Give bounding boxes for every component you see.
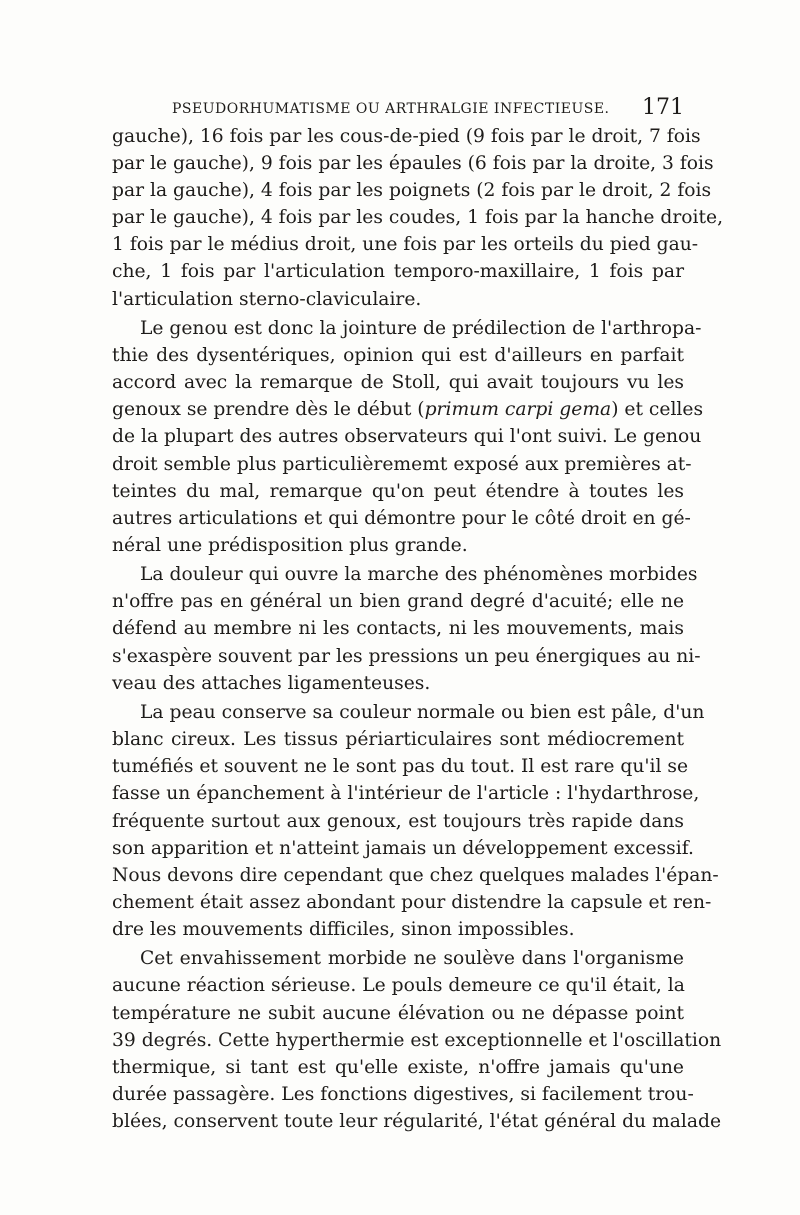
text-line: veau des attaches ligamenteuses. [112,672,431,694]
text-line: chement était assez abondant pour distendre la capsule et ren- [112,891,712,913]
text-line: droit semble plus particulièrememt exposé aux premières at- [112,453,692,475]
body-text [112,123,724,1135]
text-line-with-citation [112,396,704,423]
text-line: par le gauche), 9 fois par les épaules (6 fois par la droite, 3 fois [112,153,714,175]
text-line: Le genou est donc la jointure de prédilection de l'arthropa- [140,318,702,340]
text-segment: ) et celles [611,399,704,421]
text-line: accord avec la remarque de Stoll, qui avait toujours vu les [112,372,684,394]
text-line: défend au membre ni les contacts, ni les mouvements, mais [112,618,684,640]
latin-citation: primum carpi gema [424,399,612,421]
text-line: son apparition et n'atteint jamais un développement excessif. [112,837,694,859]
text-line: dre les mouvements difficiles, sinon impossibles. [112,918,575,940]
text-line: fasse un épanchement à l'intérieur de l'article : l'hydarthrose, [112,783,700,805]
running-title: PSEUDORHUMATISME OU ARTHRALGIE INFECTIEUSE. [172,101,610,117]
text-line: néral une prédisposition plus grande. [112,534,468,556]
text-line: température ne subit aucune élévation ou ne dépasse point [112,1002,684,1024]
text-line: blanc cireux. Les tissus périarticulaires sont médiocrement [112,729,684,751]
text-line: par le gauche), 4 fois par les coudes, 1 fois par la hanche droite, [112,207,724,229]
text-line: teintes du mal, remarque qu'on peut étendre à toutes les [112,480,684,502]
text-line: La peau conserve sa couleur normale ou bien est pâle, d'un [140,702,705,724]
text-line: durée passagère. Les fonctions digestives, si facilement trou- [112,1083,694,1105]
text-line: 1 fois par le médius droit, une fois par les orteils du pied gau- [112,234,699,256]
text-line: autres articulations et qui démontre pour le côté droit en gé- [112,507,691,529]
text-line: La douleur qui ouvre la marche des phénomènes morbides [140,564,698,586]
page-number: 171 [642,95,684,120]
text-line: Nous devons dire cependant que chez quelques malades l'épan- [112,864,719,886]
page-header [112,97,684,123]
text-line: l'articulation sterno-claviculaire. [112,288,422,310]
text-segment: genoux se prendre dès le début ( [112,399,425,421]
text-line: 39 degrés. Cette hyperthermie est exceptionnelle et l'oscillation [112,1029,722,1051]
text-line: gauche), 16 fois par les cous-de-pied (9 fois par le droit, 7 fois [112,126,701,147]
text-line: blées, conservent toute leur régularité, l'état général du malade [112,1110,722,1132]
text-line: par la gauche), 4 fois par les poignets (2 fois par le droit, 2 fois [112,180,712,202]
text-line: tuméfiés et souvent ne le sont pas du tout. Il est rare qu'il se [112,756,689,778]
text-line: fréquente surtout aux genoux, est toujours très rapide dans [112,810,684,832]
text-line: Cet envahissement morbide ne soulève dans l'organisme [140,948,684,970]
text-line: s'exaspère souvent par les pressions un peu énergiques au ni- [112,645,701,667]
text-line: che, 1 fois par l'articulation temporo-maxillaire, 1 fois par [112,261,684,283]
text-line: n'offre pas en général un bien grand degré d'acuité; elle ne [112,591,684,613]
text-line: thie des dysentériques, opinion qui est d'ailleurs en parfait [112,345,684,367]
text-line: de la plupart des autres observateurs qui l'ont suivi. Le genou [112,426,702,448]
text-line: aucune réaction sérieuse. Le pouls demeure ce qu'il était, la [112,975,685,997]
text-line: thermique, si tant est qu'elle existe, n'offre jamais qu'une [112,1056,684,1078]
